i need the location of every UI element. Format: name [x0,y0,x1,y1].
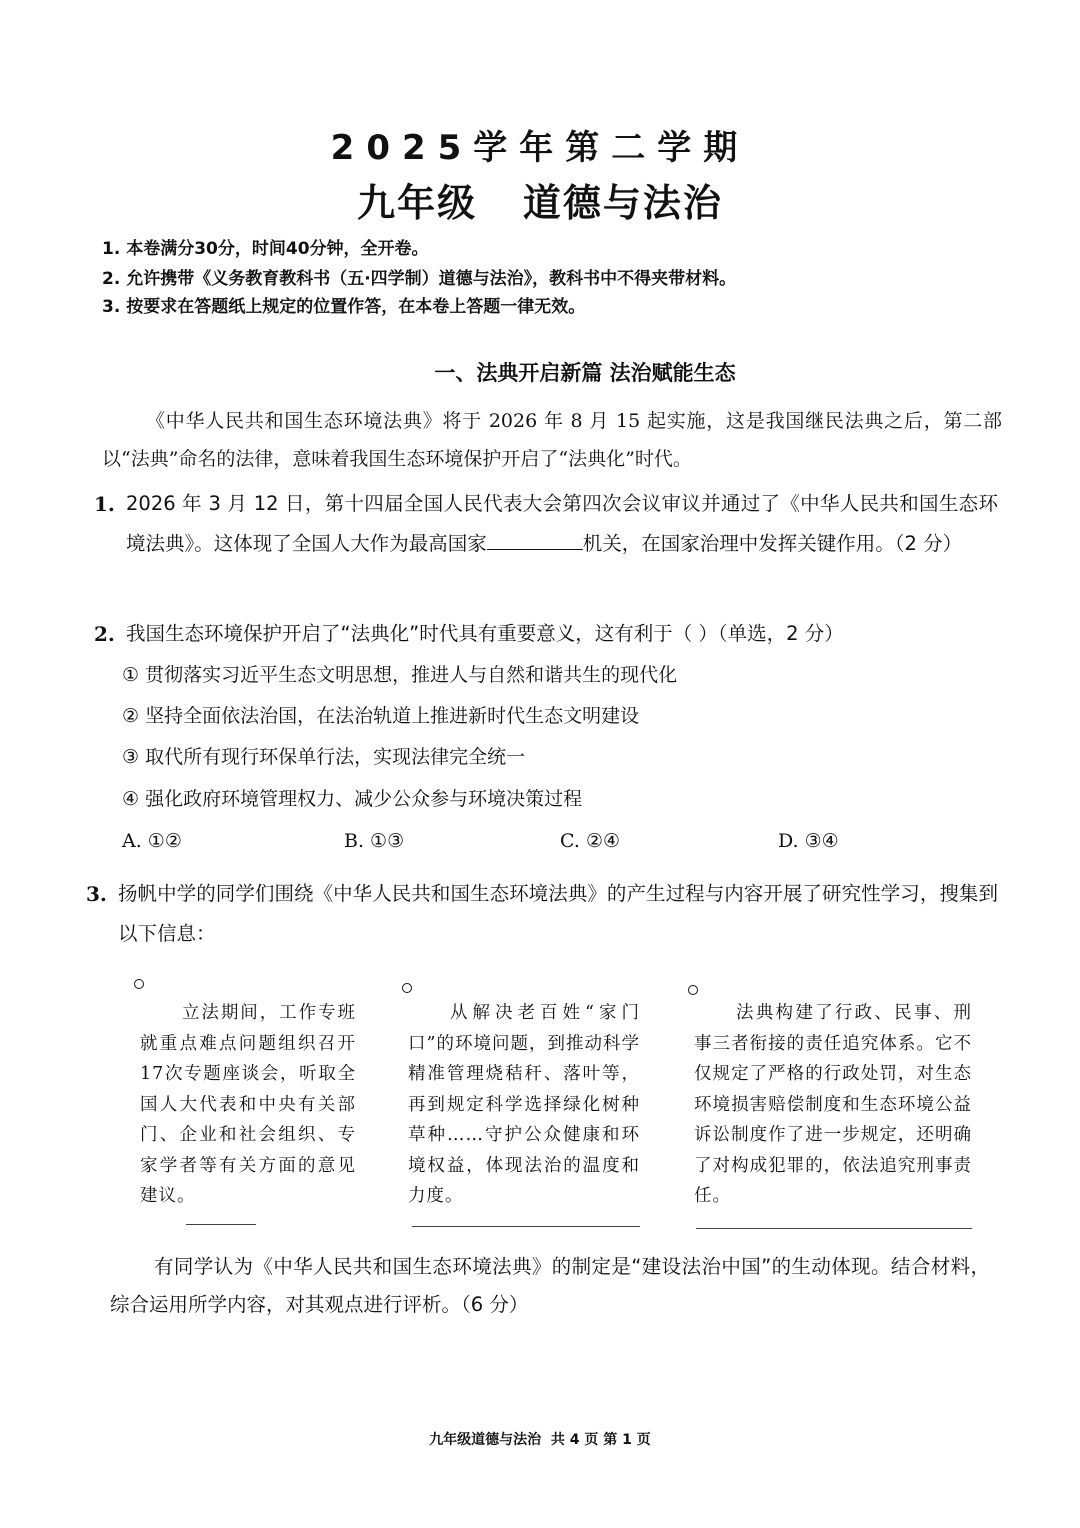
section-intro: 《中华人民共和国生态环境法典》将于 2026 年 8 月 15 起实施，这是我国继民法典之后，第二部以“法典”命名的法律，意味着我国生态环境保护开启了“法典化”时代。 [102,410,1002,470]
bullet-circle-icon [134,979,144,989]
card-divider [412,1226,640,1227]
question-1-text-before: 2026 年 3 月 12 日，第十四届全国人民代表大会第四次会议审议并通过了《中华人民共和国生态环境法典》。这体现了全国人大作为最高国家 [126,492,998,555]
section-title: 一、法典开启新篇 法治赋能生态 [434,361,736,385]
question-3-prompt: 有同学认为《中华人民共和国生态环境法典》的制定是“建设法治中国”的生动体现。结合材料，综合运用所学内容，对其观点进行评析。（6 分） [110,1255,990,1316]
answer-blank [487,525,583,550]
choice-d: D. ③④ [778,830,839,852]
instruction-item: 3. 按要求在答题纸上规定的位置作答，在本卷上答题一律无效。 [102,297,586,317]
question-number: 2. [94,622,115,646]
card-divider [186,1224,256,1225]
exam-title-subject: 九年级 道德与法治 [357,181,723,225]
question-1-text [126,484,998,564]
bullet-circle-icon [688,985,698,995]
choice-a: A. ①② [122,830,182,852]
page-footer: 九年级道德与法治 共 4 页 第 1 页 [429,1432,651,1448]
question-1-text-after: 机关，在国家治理中发挥关键作用。（2 分） [582,532,963,555]
material-card-1: 立法期间，工作专班就重点难点问题组织召开17次专题座谈会，听取全国人大代表和中央有关部门、企业和社会组织、专家学者等有关方面的意见建议。 [140,1003,356,1206]
question-number: 3. [86,882,107,906]
statement-option: ① 贯彻落实习近平生态文明思想，推进人与自然和谐共生的现代化 [122,664,678,686]
question-number: 1. [94,492,115,516]
instruction-item: 2. 允许携带《义务教育教科书（五·四学制）道德与法治》，教科书中不得夹带材料。 [102,269,737,289]
statement-option: ② 坚持全面依法治国，在法治轨道上推进新时代生态文明建设 [122,705,640,727]
statement-option: ④ 强化政府环境管理权力、减少公众参与环境决策过程 [122,788,583,810]
choice-b: B. ①③ [344,830,405,852]
material-card-2: 从解决老百姓“家门口”的环境问题，到推动科学精准管理烧秸秆、落叶等，再到规定科学选择绿化树种草种……守护公众健康和环境权益，体现法治的温度和力度。 [408,1003,640,1206]
card-divider [696,1228,972,1229]
instruction-item: 1. 本卷满分30分，时间40分钟，全开卷。 [102,239,429,259]
choice-c: C. ②④ [560,830,621,852]
question-3-stem: 扬帆中学的同学们围绕《中华人民共和国生态环境法典》的产生过程与内容开展了研究性学习，搜集到以下信息： [118,882,998,945]
statement-option: ③ 取代所有现行环保单行法，实现法律完全统一 [122,746,526,768]
bullet-circle-icon [402,983,412,993]
question-2-stem: 我国生态环境保护开启了“法典化”时代具有重要意义，这有利于（ ）（单选，2 分） [126,622,844,645]
material-card-3: 法典构建了行政、民事、刑事三者衔接的责任追究体系。它不仅规定了严格的行政处罚，对生态环境损害赔偿制度和生态环境公益诉讼制度作了进一步规定，还明确了对构成犯罪的，依法追究刑事责任。 [694,1003,972,1206]
exam-title-term: 2025学年第二学期 [330,128,750,168]
